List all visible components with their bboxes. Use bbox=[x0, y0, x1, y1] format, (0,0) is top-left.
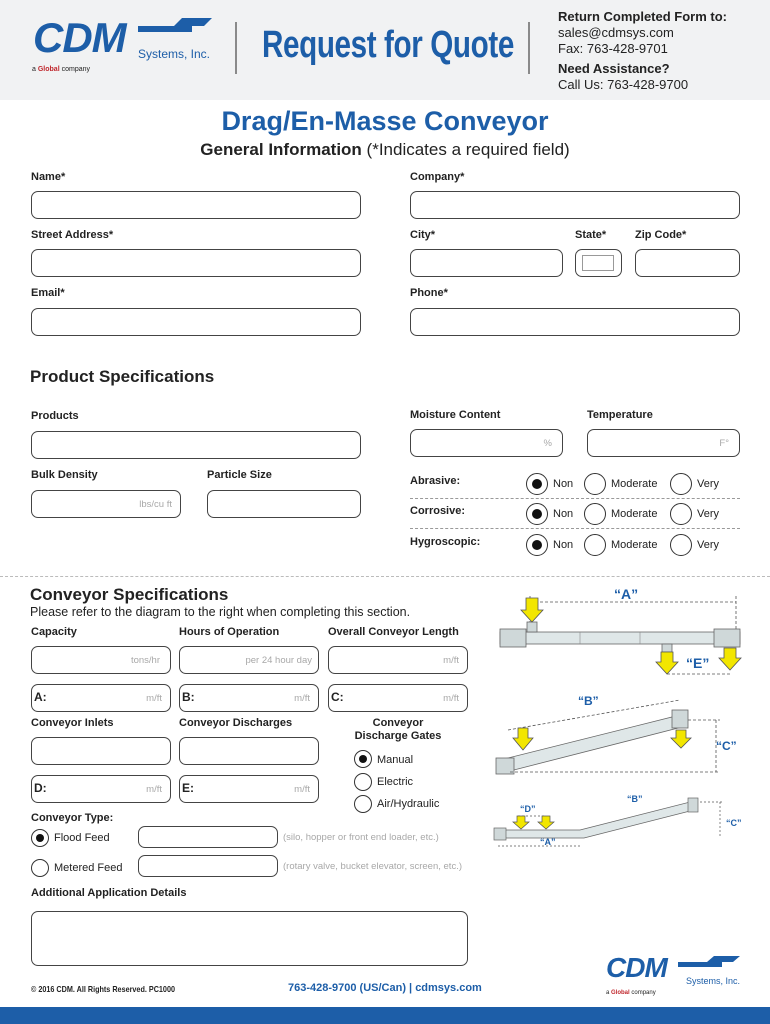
hours-label: Hours of Operation bbox=[179, 626, 280, 638]
footer-logo-tagline: a Global company bbox=[606, 990, 656, 996]
flood-feed-input[interactable] bbox=[138, 826, 278, 848]
inlets-input[interactable] bbox=[31, 737, 171, 765]
gate-air-radio[interactable] bbox=[354, 795, 372, 813]
radio-selected-dot bbox=[359, 755, 367, 763]
capacity-unit: tons/hr bbox=[130, 655, 160, 666]
hours-input[interactable] bbox=[179, 646, 319, 674]
hygroscopic-non-radio[interactable] bbox=[526, 534, 548, 556]
conveyor-specs-heading: Conveyor Specifications bbox=[30, 585, 229, 604]
capacity-input[interactable] bbox=[31, 646, 171, 674]
dimension-c-unit: m/ft bbox=[443, 693, 459, 704]
products-input[interactable] bbox=[31, 431, 361, 459]
dimension-a-unit: m/ft bbox=[146, 693, 162, 704]
email-input[interactable] bbox=[31, 308, 361, 336]
dimension-a-input[interactable] bbox=[31, 684, 171, 712]
moisture-label: Moisture Content bbox=[410, 409, 501, 421]
company-label: Company* bbox=[410, 171, 465, 183]
footer-logo-wordmark: CDM bbox=[606, 952, 667, 983]
abrasive-label: Abrasive: bbox=[410, 475, 461, 487]
dimension-b-unit: m/ft bbox=[294, 693, 310, 704]
footer-bar bbox=[0, 1007, 770, 1024]
street-input[interactable] bbox=[31, 249, 361, 277]
dimension-c-label: C: bbox=[331, 690, 344, 704]
product-specs-heading: Product Specifications bbox=[30, 367, 215, 386]
hygroscopic-non-label: Non bbox=[553, 539, 574, 551]
particle-size-input[interactable] bbox=[207, 490, 361, 518]
city-input[interactable] bbox=[410, 249, 563, 277]
dimension-d-unit: m/ft bbox=[146, 784, 162, 795]
corrosive-non-label: Non bbox=[553, 508, 574, 520]
additional-textarea[interactable] bbox=[31, 911, 468, 966]
conveyor-instruction: Please refer to the diagram to the right when completing this section. bbox=[30, 605, 411, 619]
dimension-e-input[interactable] bbox=[179, 775, 319, 803]
products-label: Products bbox=[31, 410, 79, 422]
zip-input[interactable] bbox=[635, 249, 740, 277]
phone-label: Phone* bbox=[410, 287, 448, 299]
combination-inlet-arrow-icon bbox=[513, 816, 529, 829]
inlets-label: Conveyor Inlets bbox=[31, 717, 114, 729]
corrosive-moderate-radio[interactable] bbox=[584, 503, 606, 525]
form-title: Request for Quote bbox=[262, 24, 514, 66]
metered-feed-label: Metered Feed bbox=[54, 862, 123, 874]
gate-manual-label: Manual bbox=[377, 754, 414, 766]
corrosive-moderate-label: Moderate bbox=[611, 508, 658, 520]
help-heading: Need Assistance? bbox=[558, 61, 670, 76]
discharge-gate bbox=[662, 644, 672, 652]
city-label: City* bbox=[410, 229, 436, 241]
general-info-heading: General Information (*Indicates a required field) bbox=[200, 140, 570, 159]
inclined-head-end bbox=[672, 710, 688, 728]
gate-manual-radio[interactable] bbox=[354, 750, 372, 768]
hygroscopic-moderate-radio[interactable] bbox=[584, 534, 606, 556]
temperature-input[interactable] bbox=[587, 429, 740, 457]
email-label: Email* bbox=[31, 287, 65, 299]
radio-selected-dot bbox=[532, 540, 542, 550]
contact-fax: Fax: 763-428-9701 bbox=[558, 41, 668, 56]
flood-feed-label: Flood Feed bbox=[54, 832, 110, 844]
abrasive-very-label: Very bbox=[697, 478, 720, 490]
metered-feed-radio[interactable] bbox=[31, 859, 49, 877]
footer-logo-swoosh-icon bbox=[678, 956, 740, 972]
moisture-unit: % bbox=[543, 438, 552, 449]
abrasive-moderate-label: Moderate bbox=[611, 478, 658, 490]
combination-inlet-arrow-icon bbox=[538, 816, 554, 829]
hygroscopic-very-label: Very bbox=[697, 539, 720, 551]
footer-logo-subtext: Systems, Inc. bbox=[686, 976, 741, 986]
discharge-arrow-icon bbox=[656, 652, 678, 674]
metered-feed-input[interactable] bbox=[138, 855, 278, 877]
abrasive-divider bbox=[410, 498, 740, 499]
hygroscopic-moderate-label: Moderate bbox=[611, 539, 658, 551]
contact-email-link[interactable]: sales@cdmsys.com bbox=[558, 25, 674, 40]
discharge-arrow-icon bbox=[719, 648, 741, 670]
diagram2-label-c: “C” bbox=[716, 739, 737, 753]
hygroscopic-label: Hygroscopic: bbox=[410, 536, 481, 548]
copyright: © 2016 CDM. All Rights Reserved. PC1000 bbox=[31, 984, 175, 994]
length-input[interactable] bbox=[328, 646, 468, 674]
abrasive-non-label: Non bbox=[553, 478, 574, 490]
dimension-d-input[interactable] bbox=[31, 775, 171, 803]
hygroscopic-very-radio[interactable] bbox=[670, 534, 692, 556]
gates-label: Conveyor Discharge Gates bbox=[354, 717, 442, 742]
logo-wordmark: CDM bbox=[33, 14, 126, 61]
page-title: Drag/En-Masse Conveyor bbox=[221, 106, 549, 136]
discharges-label: Conveyor Discharges bbox=[179, 717, 293, 729]
logo-swoosh-icon bbox=[138, 18, 212, 40]
abrasive-very-radio[interactable] bbox=[670, 473, 692, 495]
radio-selected-dot bbox=[532, 509, 542, 519]
diagram1-label-a: “A” bbox=[614, 586, 639, 602]
gate-electric-radio[interactable] bbox=[354, 773, 372, 791]
discharges-input[interactable] bbox=[179, 737, 319, 765]
combination-conveyor-diagram bbox=[490, 788, 760, 858]
abrasive-moderate-radio[interactable] bbox=[584, 473, 606, 495]
inlet-hopper bbox=[527, 622, 537, 632]
state-inner-box bbox=[582, 255, 614, 271]
conveyor-tail-end bbox=[500, 629, 526, 647]
diagram3-label-d: “D” bbox=[520, 804, 536, 814]
corrosive-very-label: Very bbox=[697, 508, 720, 520]
additional-label: Additional Application Details bbox=[31, 887, 187, 899]
corrosive-non-radio[interactable] bbox=[526, 503, 548, 525]
metered-feed-hint: (rotary valve, bucket elevator, screen, etc.) bbox=[283, 861, 462, 872]
diagram3-label-c: “C” bbox=[726, 818, 742, 828]
return-heading: Return Completed Form to: bbox=[558, 9, 727, 24]
gate-electric-label: Electric bbox=[377, 776, 414, 788]
radio-selected-dot bbox=[532, 479, 542, 489]
diagram1-label-e: “E” bbox=[686, 655, 710, 671]
logo-subtext: Systems, Inc. bbox=[138, 47, 211, 61]
temperature-label: Temperature bbox=[587, 409, 653, 421]
name-label: Name* bbox=[31, 171, 66, 183]
dimension-e-label: E: bbox=[182, 781, 194, 795]
moisture-input[interactable] bbox=[410, 429, 563, 457]
flood-feed-radio[interactable] bbox=[31, 829, 49, 847]
radio-selected-dot bbox=[36, 834, 44, 842]
inlet-arrow-icon bbox=[521, 598, 543, 622]
capacity-label: Capacity bbox=[31, 626, 77, 638]
corrosive-label: Corrosive: bbox=[410, 505, 466, 517]
conveyor-body bbox=[500, 632, 740, 644]
dimension-d-label: D: bbox=[34, 781, 47, 795]
inclined-conveyor-diagram bbox=[490, 690, 760, 780]
conveyor-type-label: Conveyor Type: bbox=[31, 812, 114, 824]
diagram2-label-b: “B” bbox=[578, 694, 599, 708]
section-divider bbox=[0, 576, 770, 577]
horizontal-conveyor-diagram bbox=[490, 582, 760, 682]
hours-unit: per 24 hour day bbox=[245, 655, 312, 666]
footer-contact: 763-428-9700 (US/Can) | cdmsys.com bbox=[288, 982, 482, 994]
dimension-c-input[interactable] bbox=[328, 684, 468, 712]
bulk-density-label: Bulk Density bbox=[31, 469, 98, 481]
bulk-density-unit: lbs/cu ft bbox=[139, 499, 172, 510]
contact-phone: Call Us: 763-428-9700 bbox=[558, 77, 689, 92]
flood-feed-hint: (silo, hopper or front end loader, etc.) bbox=[283, 832, 439, 843]
inclined-tail-end bbox=[496, 758, 514, 774]
combination-head-end bbox=[688, 798, 698, 812]
street-label: Street Address* bbox=[31, 229, 114, 241]
length-unit: m/ft bbox=[443, 655, 459, 666]
state-input[interactable] bbox=[575, 249, 622, 277]
dimension-b-label: B: bbox=[182, 690, 195, 704]
corrosive-divider bbox=[410, 528, 740, 529]
inclined-inlet-arrow-icon bbox=[513, 728, 533, 750]
phone-input[interactable] bbox=[410, 308, 740, 336]
state-label: State* bbox=[575, 229, 607, 241]
dimension-b-input[interactable] bbox=[179, 684, 319, 712]
temperature-unit: F° bbox=[719, 438, 729, 449]
header-divider-left bbox=[235, 22, 237, 74]
diagram3-label-a: “A” bbox=[540, 837, 556, 847]
particle-size-label: Particle Size bbox=[207, 469, 272, 481]
conveyor-head-end bbox=[714, 629, 740, 647]
inclined-discharge-arrow-icon bbox=[671, 730, 691, 748]
length-label: Overall Conveyor Length bbox=[328, 626, 459, 638]
company-input[interactable] bbox=[410, 191, 740, 219]
corrosive-very-radio[interactable] bbox=[670, 503, 692, 525]
gate-air-label: Air/Hydraulic bbox=[377, 798, 440, 810]
diagram3-label-b: “B” bbox=[627, 794, 643, 804]
combination-tail-end bbox=[494, 828, 506, 840]
zip-label: Zip Code* bbox=[635, 229, 687, 241]
dimension-a-label: A: bbox=[34, 690, 47, 704]
header-divider-right bbox=[528, 22, 530, 74]
bulk-density-input[interactable] bbox=[31, 490, 181, 518]
name-input[interactable] bbox=[31, 191, 361, 219]
dimension-e-unit: m/ft bbox=[294, 784, 310, 795]
logo-tagline: a Global company bbox=[32, 66, 90, 73]
abrasive-non-radio[interactable] bbox=[526, 473, 548, 495]
